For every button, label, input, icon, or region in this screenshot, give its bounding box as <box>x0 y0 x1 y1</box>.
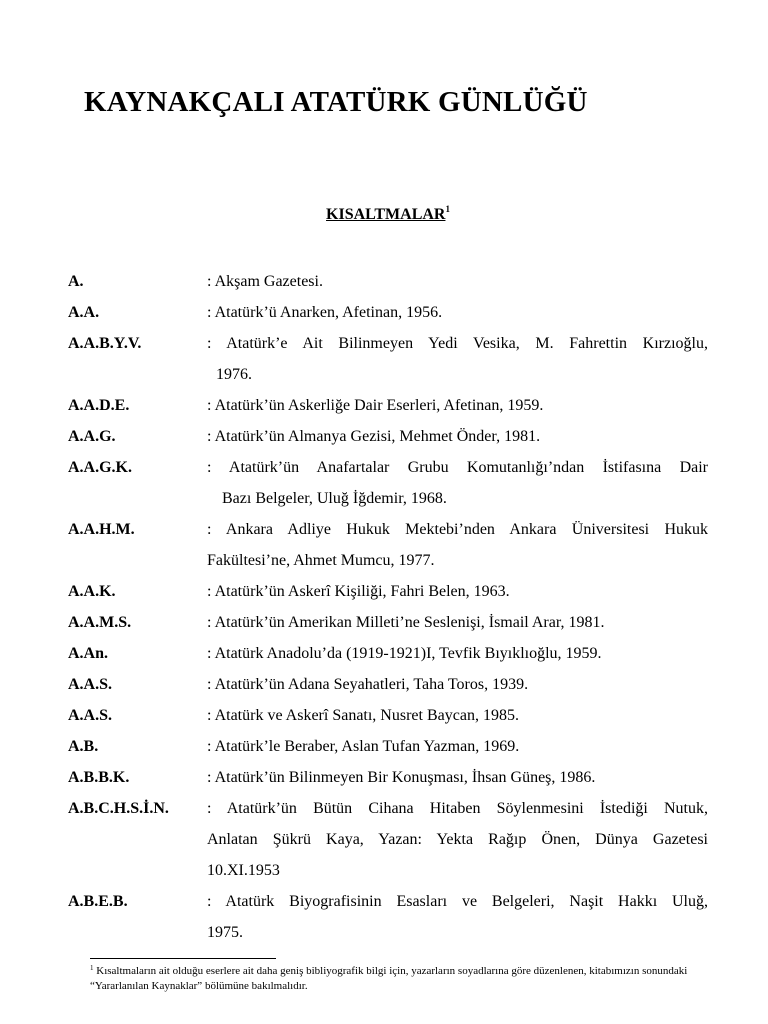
description-line: : Atatürk’ün Askerliğe Dair Eserleri, Afetinan, 1959. <box>207 397 544 414</box>
abbreviation-description <box>207 576 708 607</box>
footnote-mark: 1 <box>90 964 94 972</box>
description-line: : Atatürk’e Ait Bilinmeyen Yedi Vesika, M. Fahrettin Kırzıoğlu, <box>207 335 708 352</box>
footnote <box>90 964 710 994</box>
abbreviation-description <box>207 886 708 948</box>
description-line: : Atatürk’ün Anafartalar Grubu Komutanlığı’ndan İstifasına Dair <box>207 459 708 476</box>
description-line: : Ankara Adliye Hukuk Mektebi’nden Ankara Üniversitesi Hukuk <box>207 521 708 538</box>
description-line: : Atatürk’ü Anarken, Afetinan, 1956. <box>207 304 443 321</box>
description-line: Bazı Belgeler, Uluğ İğdemir, 1968. <box>222 490 447 507</box>
abbreviation-description <box>207 421 708 452</box>
abbreviation-entry <box>68 452 708 514</box>
description-line: 1975. <box>207 924 243 941</box>
description-line: Fakültesi’ne, Ahmet Mumcu, 1977. <box>207 552 435 569</box>
abbreviation: A.A.M.S. <box>68 614 132 631</box>
abbreviation-entry <box>68 886 708 948</box>
abbreviation-description <box>207 669 708 700</box>
abbreviation-description <box>207 266 708 297</box>
description-line: 10.XI.1953 <box>207 862 280 879</box>
abbreviation-description <box>207 793 708 886</box>
abbreviation: A.A.S. <box>68 707 113 724</box>
section-heading-text: KISALTMALAR <box>326 206 446 223</box>
footnote-reference: 1 <box>445 204 450 214</box>
abbreviation-description <box>207 390 708 421</box>
description-line: : Atatürk’ün Bilinmeyen Bir Konuşması, İhsan Güneş, 1986. <box>207 769 596 786</box>
abbreviation-description <box>207 731 708 762</box>
abbreviation-description <box>207 762 708 793</box>
abbreviation-entry <box>68 793 708 886</box>
abbreviation: A.A. <box>68 304 100 321</box>
footnote-text: Kısaltmaların ait olduğu eserlere ait daha geniş bibliyografik bilgi için, yazarların soyadlarına göre düzenlenen, kitabımızın sonundaki “Yararlanılan Kaynaklar” bölümüne bakılmalıdır. <box>90 965 688 992</box>
abbreviation-entry <box>68 638 708 669</box>
abbreviation-entry <box>68 421 708 452</box>
abbreviation: A.An. <box>68 645 109 662</box>
description-line: : Atatürk’ün Bütün Cihana Hitaben Söylenmesini İstediği Nutuk, <box>207 800 708 817</box>
description-line: : Atatürk Biyografisinin Esasları ve Belgeleri, Naşit Hakkı Uluğ, <box>207 893 708 910</box>
abbreviation: A.B. <box>68 738 99 755</box>
footnote-separator <box>90 958 276 959</box>
document-title: KAYNAKÇALI ATATÜRK GÜNLÜĞÜ <box>84 86 588 118</box>
abbreviation-description <box>207 607 708 638</box>
section-heading <box>0 206 768 224</box>
description-line: : Atatürk’ün Adana Seyahatleri, Taha Toros, 1939. <box>207 676 529 693</box>
abbreviation-description <box>207 452 708 514</box>
abbreviation-entry <box>68 266 708 297</box>
abbreviation: A.A.G.K. <box>68 459 132 476</box>
abbreviation: A.A.B.Y.V. <box>68 335 142 352</box>
description-line: 1976. <box>216 366 252 383</box>
abbreviation-entry <box>68 514 708 576</box>
abbreviation-list <box>68 266 708 948</box>
abbreviation: A.A.K. <box>68 583 116 600</box>
abbreviation: A. <box>68 273 84 290</box>
abbreviation-description <box>207 514 708 576</box>
description-line: : Atatürk ve Askerî Sanatı, Nusret Baycan, 1985. <box>207 707 519 724</box>
abbreviation-entry <box>68 607 708 638</box>
abbreviation-entry <box>68 762 708 793</box>
abbreviation-entry <box>68 390 708 421</box>
abbreviation: A.B.B.K. <box>68 769 130 786</box>
abbreviation-description <box>207 328 708 390</box>
abbreviation-description <box>207 297 708 328</box>
abbreviation-entry <box>68 731 708 762</box>
description-line: : Atatürk’le Beraber, Aslan Tufan Yazman, 1969. <box>207 738 520 755</box>
description-line: : Akşam Gazetesi. <box>207 273 323 290</box>
description-line: : Atatürk’ün Almanya Gezisi, Mehmet Önder, 1981. <box>207 428 541 445</box>
abbreviation-entry <box>68 700 708 731</box>
description-line: : Atatürk’ün Amerikan Milleti’ne Seslenişi, İsmail Arar, 1981. <box>207 614 605 631</box>
abbreviation: A.B.E.B. <box>68 893 128 910</box>
abbreviation: A.B.C.H.S.İ.N. <box>68 800 169 817</box>
abbreviation-entry <box>68 669 708 700</box>
abbreviation: A.A.D.E. <box>68 397 130 414</box>
abbreviation-entry <box>68 297 708 328</box>
abbreviation-entry <box>68 576 708 607</box>
abbreviation-entry <box>68 328 708 390</box>
abbreviation-description <box>207 638 708 669</box>
description-line: : Atatürk Anadolu’da (1919-1921)I, Tevfik Bıyıklıoğlu, 1959. <box>207 645 602 662</box>
description-line: Anlatan Şükrü Kaya, Yazan: Yekta Rağıp Önen, Dünya Gazetesi <box>207 831 708 848</box>
abbreviation: A.A.H.M. <box>68 521 135 538</box>
abbreviation: A.A.S. <box>68 676 113 693</box>
abbreviation: A.A.G. <box>68 428 116 445</box>
description-line: : Atatürk’ün Askerî Kişiliği, Fahri Belen, 1963. <box>207 583 510 600</box>
abbreviation-description <box>207 700 708 731</box>
